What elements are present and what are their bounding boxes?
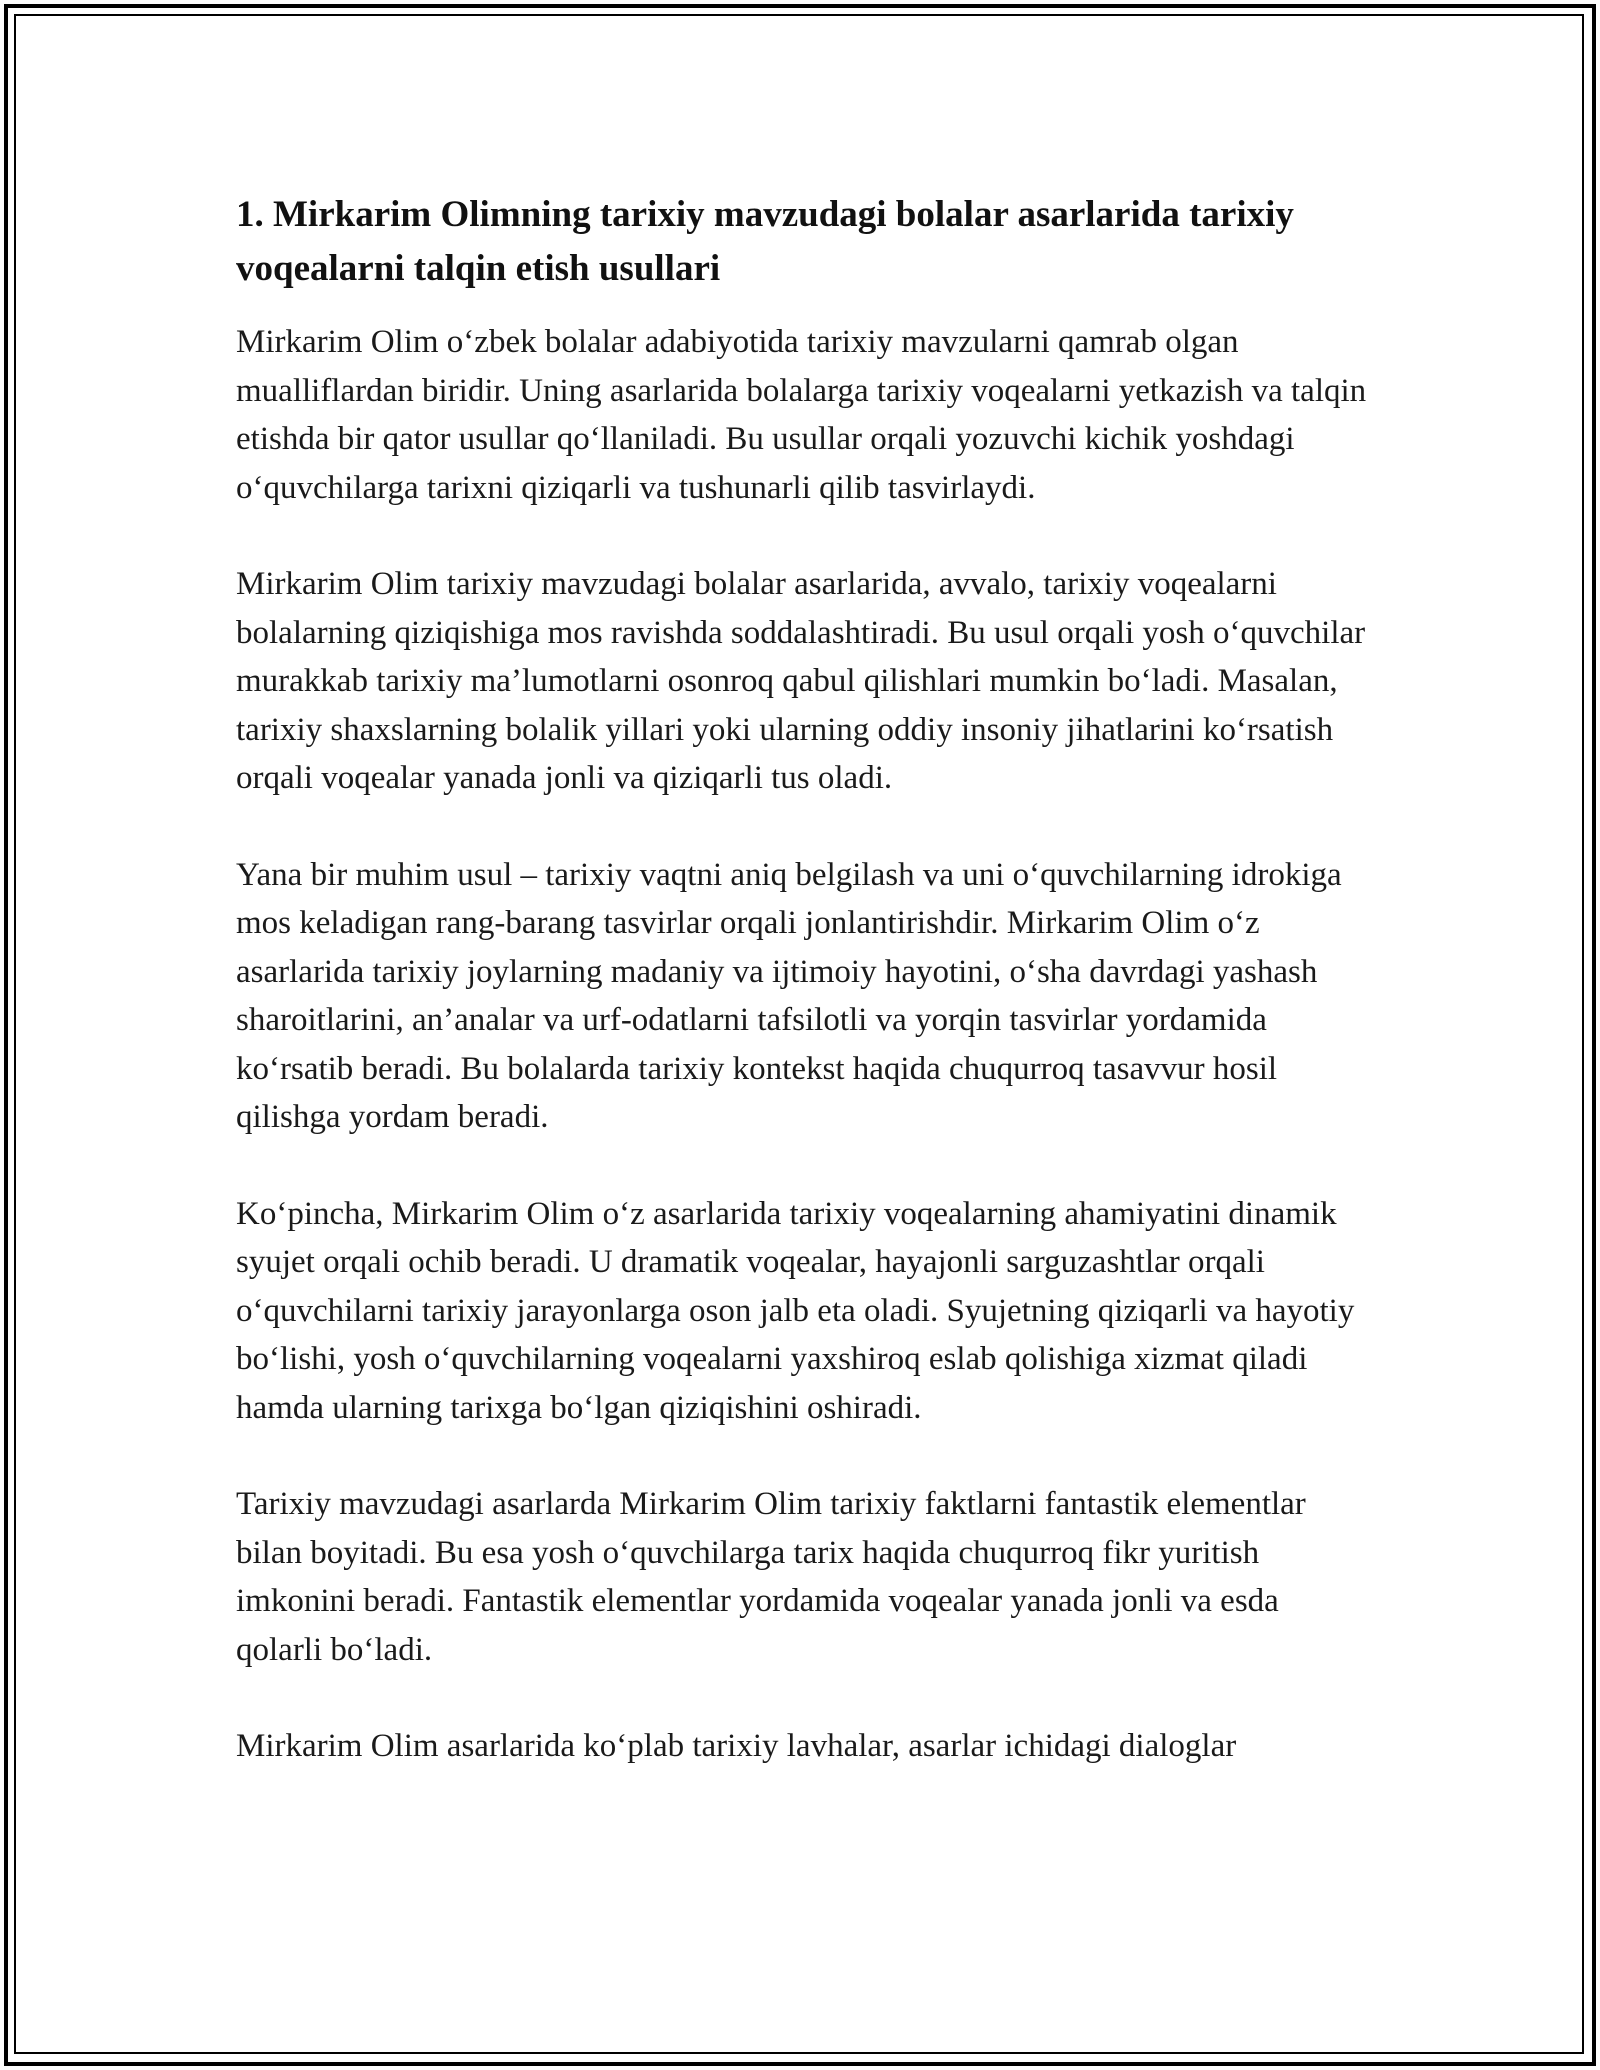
paragraph-5: Tarixiy mavzudagi asarlarda Mirkarim Olim tarixiy faktlarni fantastik elementlar bilan boyitadi. Bu esa yosh o‘quvchilarga tarix haqida chuqurroq fikr yuritish imkonini beradi. Fantastik elementlar yordamida voqealar yanada jonli va esda qolarli bo‘ladi.: [236, 1486, 1306, 1668]
document-body: [236, 188, 1372, 1771]
paragraph-6: Mirkarim Olim asarlarida ko‘plab tarixiy lavhalar, asarlar ichidagi dialoglar: [236, 1728, 1237, 1764]
section-heading: 1. Mirkarim Olimning tarixiy mavzudagi bolalar asarlarida tarixiy voqealarni talqin etish usullari: [236, 194, 1294, 289]
paragraph-1: Mirkarim Olim o‘zbek bolalar adabiyotida tarixiy mavzularni qamrab olgan mualliflardan biridir. Uning asarlarida bolalarga tarixiy voqealarni yetkazish va talqin etishda bir qator usullar qo‘llaniladi. Bu usullar orqali yozuvchi kichik yoshdagi o‘quvchilarga tarixni qiziqarli va tushunarli qilib tasvirlaydi.: [236, 324, 1367, 506]
paragraph-2: Mirkarim Olim tarixiy mavzudagi bolalar asarlarida, avvalo, tarixiy voqealarni bolalarning qiziqishiga mos ravishda soddalashtiradi. Bu usul orqali yosh o‘quvchilar murakkab tarixiy ma’lumotlarni osonroq qabul qilishlari mumkin bo‘ladi. Masalan, tarixiy shaxslarning bolalik yillari yoki ularning oddiy insoniy jihatlarini ko‘rsatish orqali voqealar yanada jonli va qiziqarli tus oladi.: [236, 566, 1366, 796]
paragraph-3: Yana bir muhim usul – tarixiy vaqtni aniq belgilash va uni o‘quvchilarning idrokiga mos keladigan rang-barang tasvirlar orqali jonlantirishdir. Mirkarim Olim o‘z asarlarida tarixiy joylarning madaniy va ijtimoiy hayotini, o‘sha davrdagi yashash sharoitlarini, an’analar va urf-odatlarni tafsilotli va yorqin tasvirlar yordamida ko‘rsatib beradi. Bu bolalarda tarixiy kontekst haqida chuqurroq tasavvur hosil qilishga yordam beradi.: [236, 856, 1342, 1135]
paragraph-4: Ko‘pincha, Mirkarim Olim o‘z asarlarida tarixiy voqealarning ahamiyatini dinamik syujet orqali ochib beradi. U dramatik voqealar, hayajonli sarguzashtlar orqali o‘quvchilarni tarixiy jarayonlarga oson jalb eta oladi. Syujetning qiziqarli va hayotiy bo‘lishi, yosh o‘quvchilarning voqealarni yaxshiroq eslab qolishiga xizmat qiladi hamda ularning tarixga bo‘lgan qiziqishini oshiradi.: [236, 1195, 1355, 1426]
